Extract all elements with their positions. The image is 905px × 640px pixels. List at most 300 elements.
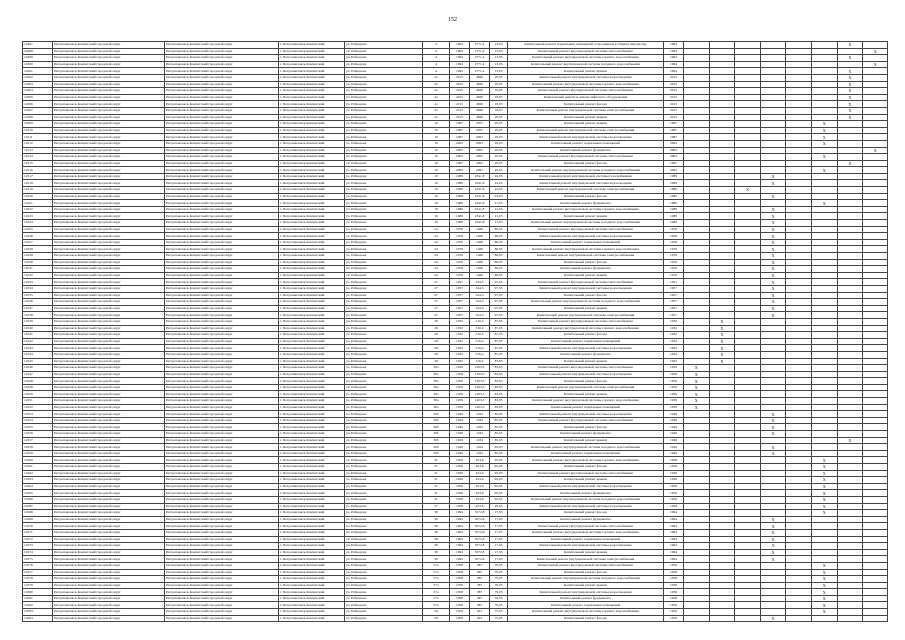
cell-mark-7 bbox=[837, 457, 863, 464]
cell-mark-3 bbox=[735, 121, 761, 128]
cell-mark-6 bbox=[811, 424, 837, 431]
cell-area: 4820 bbox=[470, 74, 490, 81]
cell-mark-5 bbox=[786, 589, 812, 596]
cell-locality: г. Петропавловск-Камчатский bbox=[279, 173, 345, 180]
cell-mark-2 bbox=[709, 180, 735, 187]
cell-area: 387 bbox=[470, 569, 490, 576]
cell-mark-3 bbox=[735, 167, 761, 174]
cell-settlement: Петропавловск-Камчатский городской округ bbox=[165, 496, 279, 503]
cell-municipality: Петропавловск-Камчатский городской округ bbox=[53, 602, 165, 609]
cell-cost: 29,05 bbox=[490, 134, 508, 141]
cell-settlement: Петропавловск-Камчатский городской округ bbox=[165, 167, 279, 174]
cell-municipality: Петропавловск-Камчатский городской округ bbox=[53, 292, 165, 299]
cell-mark-3 bbox=[735, 417, 761, 424]
cell-house: 10 bbox=[423, 121, 450, 128]
cell-mark-5 bbox=[786, 576, 812, 583]
cell-mark-4 bbox=[760, 318, 786, 325]
cell-mark-1 bbox=[684, 74, 710, 81]
cell-locality: г. Петропавловск-Камчатский bbox=[279, 378, 345, 385]
cell-mark-2 bbox=[709, 107, 735, 114]
cell-locality: г. Петропавловск-Камчатский bbox=[279, 220, 345, 227]
cell-house: 24 bbox=[423, 266, 450, 273]
cell-cost: 17,05 bbox=[490, 523, 508, 530]
cell-mark-3 bbox=[735, 543, 761, 550]
cell-house: 19 bbox=[423, 200, 450, 207]
table-row bbox=[23, 312, 888, 319]
cell-mark-4: X bbox=[760, 226, 786, 233]
cell-mark-3 bbox=[735, 516, 761, 523]
table-row bbox=[23, 615, 888, 622]
cell-street: ул. Рабкорова bbox=[345, 305, 423, 312]
cell-year: 1956 bbox=[450, 490, 470, 497]
table-row bbox=[23, 411, 888, 418]
cell-settlement: Петропавловск-Камчатский городской округ bbox=[165, 391, 279, 398]
cell-mark-5 bbox=[786, 48, 812, 55]
cell-settlement: Петропавловск-Камчатский городской округ bbox=[165, 213, 279, 220]
cell-mark-6 bbox=[811, 226, 837, 233]
cell-settlement: Петропавловск-Камчатский городской округ bbox=[165, 114, 279, 121]
cell-mark-2 bbox=[709, 450, 735, 457]
cell-mark-1 bbox=[684, 279, 710, 286]
cell-municipality: Петропавловск-Камчатский городской округ bbox=[53, 48, 165, 55]
cell-year: 2015 bbox=[450, 101, 470, 108]
cell-mark-8 bbox=[863, 154, 888, 161]
cell-mark-5 bbox=[786, 595, 812, 602]
cell-id: 14511 bbox=[23, 134, 53, 141]
cell-mark-3 bbox=[735, 444, 761, 451]
cell-settlement: Петропавловск-Камчатский городской округ bbox=[165, 173, 279, 180]
cell-mark-2 bbox=[709, 134, 735, 141]
cell-id: 14543 bbox=[23, 345, 53, 352]
cell-mark-3 bbox=[735, 536, 761, 543]
cell-id: 14557 bbox=[23, 437, 53, 444]
cell-mark-7 bbox=[837, 602, 863, 609]
cell-street: ул. Рабкорова bbox=[345, 292, 423, 299]
cell-end-year: 1959 bbox=[664, 365, 684, 372]
cell-mark-7 bbox=[837, 444, 863, 451]
cell-municipality: Петропавловск-Камчатский городской округ bbox=[53, 595, 165, 602]
cell-end-year: 1959 bbox=[664, 391, 684, 398]
table-row bbox=[23, 536, 888, 543]
cell-cost: 92,05 bbox=[490, 457, 508, 464]
cell-mark-8 bbox=[863, 246, 888, 253]
cell-mark-4 bbox=[760, 470, 786, 477]
cell-work: Капитальный ремонт крыши bbox=[508, 582, 664, 589]
cell-mark-2 bbox=[709, 589, 735, 596]
cell-mark-1 bbox=[684, 569, 710, 576]
cell-municipality: Петропавловск-Камчатский городской округ bbox=[53, 318, 165, 325]
cell-work: Капитальный ремонт внутридомовой системы горячего водоснабжения bbox=[508, 81, 664, 88]
cell-cost: 24,05 bbox=[490, 173, 508, 180]
cell-street: ул. Рабкорова bbox=[345, 398, 423, 405]
cell-area: 1460 bbox=[470, 266, 490, 273]
cell-year: 1994 bbox=[450, 536, 470, 543]
cell-work: Капитальный ремонт фасада bbox=[508, 569, 664, 576]
cell-mark-6: X bbox=[811, 576, 837, 583]
cell-area: 544,3 bbox=[470, 305, 490, 312]
cell-year: 1989 bbox=[450, 220, 470, 227]
cell-mark-5 bbox=[786, 193, 812, 200]
cell-mark-3 bbox=[735, 154, 761, 161]
cell-settlement: Петропавловск-Камчатский городской округ bbox=[165, 259, 279, 266]
cell-mark-3 bbox=[735, 213, 761, 220]
cell-mark-4: X bbox=[760, 424, 786, 431]
cell-street: ул. Рабкорова bbox=[345, 239, 423, 246]
cell-mark-6 bbox=[811, 365, 837, 372]
cell-mark-3 bbox=[735, 147, 761, 154]
cell-mark-8 bbox=[863, 444, 888, 451]
cell-mark-2: X bbox=[709, 332, 735, 339]
cell-locality: г. Петропавловск-Камчатский bbox=[279, 299, 345, 306]
cell-mark-4 bbox=[760, 351, 786, 358]
cell-area: 387 bbox=[470, 576, 490, 583]
cell-mark-8 bbox=[863, 595, 888, 602]
cell-cost: 18,05 bbox=[490, 88, 508, 95]
cell-cost: 80,05 bbox=[490, 253, 508, 260]
register-sheet bbox=[22, 41, 888, 622]
cell-mark-3 bbox=[735, 318, 761, 325]
cell-mark-1 bbox=[684, 305, 710, 312]
cell-end-year: 2002 bbox=[664, 167, 684, 174]
cell-street: ул. Рабкорова bbox=[345, 589, 423, 596]
cell-municipality: Петропавловск-Камчатский городской округ bbox=[53, 457, 165, 464]
cell-mark-3 bbox=[735, 292, 761, 299]
cell-street: ул. Рабкорова bbox=[345, 404, 423, 411]
cell-locality: г. Петропавловск-Камчатский bbox=[279, 490, 345, 497]
cell-mark-4: X bbox=[760, 206, 786, 213]
cell-mark-6 bbox=[811, 312, 837, 319]
cell-house: 38 bbox=[423, 536, 450, 543]
cell-locality: г. Петропавловск-Камчатский bbox=[279, 516, 345, 523]
cell-id: 14540 bbox=[23, 325, 53, 332]
cell-municipality: Петропавловск-Камчатский городской округ bbox=[53, 220, 165, 227]
cell-id: 14513 bbox=[23, 147, 53, 154]
cell-mark-7 bbox=[837, 450, 863, 457]
cell-settlement: Петропавловск-Камчатский городской округ bbox=[165, 279, 279, 286]
cell-house: 38 bbox=[423, 556, 450, 563]
cell-mark-5 bbox=[786, 338, 812, 345]
cell-mark-5 bbox=[786, 411, 812, 418]
cell-settlement: Петропавловск-Камчатский городской округ bbox=[165, 444, 279, 451]
cell-end-year: 1994 bbox=[664, 536, 684, 543]
table-row bbox=[23, 437, 888, 444]
cell-mark-1 bbox=[684, 180, 710, 187]
cell-municipality: Петропавловск-Камчатский городской округ bbox=[53, 68, 165, 75]
cell-work: Капитальный ремонт фундамента bbox=[508, 147, 664, 154]
cell-cost: 83,05 bbox=[490, 391, 508, 398]
cell-mark-4: X bbox=[760, 239, 786, 246]
cell-end-year: 1959 bbox=[664, 371, 684, 378]
table-row bbox=[23, 503, 888, 510]
table-row bbox=[23, 365, 888, 372]
cell-mark-2 bbox=[709, 239, 735, 246]
cell-settlement: Петропавловск-Камчатский городской округ bbox=[165, 450, 279, 457]
cell-cost: 83,05 bbox=[490, 404, 508, 411]
cell-house: 27 bbox=[423, 285, 450, 292]
cell-mark-8 bbox=[863, 536, 888, 543]
cell-year: 1989 bbox=[450, 213, 470, 220]
cell-mark-5 bbox=[786, 358, 812, 365]
cell-street: ул. Рабкорова bbox=[345, 253, 423, 260]
cell-year: 1949 bbox=[450, 450, 470, 457]
cell-id: 14565 bbox=[23, 490, 53, 497]
cell-mark-7 bbox=[837, 134, 863, 141]
cell-settlement: Петропавловск-Камчатский городской округ bbox=[165, 312, 279, 319]
cell-mark-4 bbox=[760, 81, 786, 88]
cell-mark-5 bbox=[786, 529, 812, 536]
cell-mark-1 bbox=[684, 582, 710, 589]
cell-area: 2771,4 bbox=[470, 48, 490, 55]
cell-mark-3 bbox=[735, 450, 761, 457]
cell-mark-1 bbox=[684, 94, 710, 101]
cell-settlement: Петропавловск-Камчатский городской округ bbox=[165, 516, 279, 523]
cell-mark-6 bbox=[811, 74, 837, 81]
cell-street: ул. Рабкорова bbox=[345, 259, 423, 266]
cell-mark-6: X bbox=[811, 562, 837, 569]
cell-mark-2 bbox=[709, 470, 735, 477]
cell-area: 1203,3 bbox=[470, 384, 490, 391]
table-row bbox=[23, 253, 888, 260]
cell-mark-5 bbox=[786, 114, 812, 121]
cell-mark-2 bbox=[709, 523, 735, 530]
cell-locality: г. Петропавловск-Камчатский bbox=[279, 576, 345, 583]
cell-cost: 29,05 bbox=[490, 503, 508, 510]
table-row bbox=[23, 239, 888, 246]
cell-settlement: Петропавловск-Камчатский городской округ bbox=[165, 470, 279, 477]
cell-house: 2а bbox=[423, 114, 450, 121]
cell-mark-6: X bbox=[811, 167, 837, 174]
cell-work: Капитальный ремонт подвальных помещений bbox=[508, 536, 664, 543]
cell-municipality: Петропавловск-Камчатский городской округ bbox=[53, 562, 165, 569]
table-row bbox=[23, 424, 888, 431]
cell-cost: 79,05 bbox=[490, 562, 508, 569]
cell-locality: г. Петропавловск-Камчатский bbox=[279, 351, 345, 358]
cell-mark-5 bbox=[786, 127, 812, 134]
cell-area: 2341,8 bbox=[470, 180, 490, 187]
cell-id: 14553 bbox=[23, 411, 53, 418]
cell-house: 28 bbox=[423, 358, 450, 365]
cell-year: 1994 bbox=[450, 556, 470, 563]
cell-mark-3 bbox=[735, 338, 761, 345]
cell-mark-5 bbox=[786, 464, 812, 471]
cell-cost: 92,05 bbox=[490, 477, 508, 484]
cell-mark-6: X bbox=[811, 127, 837, 134]
cell-street: ул. Рабкорова bbox=[345, 510, 423, 517]
cell-mark-1: X bbox=[684, 378, 710, 385]
cell-settlement: Петропавловск-Камчатский городской округ bbox=[165, 464, 279, 471]
cell-work: Капитальный ремонт фасада bbox=[508, 193, 664, 200]
cell-cost: 29,05 bbox=[490, 121, 508, 128]
cell-municipality: Петропавловск-Камчатский городской округ bbox=[53, 483, 165, 490]
cell-mark-2 bbox=[709, 121, 735, 128]
cell-work: Капитальный ремонт внутридомовой системы горячего водоснабжения bbox=[508, 55, 664, 62]
cell-mark-4 bbox=[760, 464, 786, 471]
cell-mark-7 bbox=[837, 523, 863, 530]
cell-mark-1 bbox=[684, 529, 710, 536]
cell-mark-4 bbox=[760, 101, 786, 108]
cell-year: 1994 bbox=[450, 549, 470, 556]
cell-settlement: Петропавловск-Камчатский городской округ bbox=[165, 365, 279, 372]
cell-year: 1932 bbox=[450, 351, 470, 358]
cell-id: 14530 bbox=[23, 259, 53, 266]
cell-cost: 85,05 bbox=[490, 417, 508, 424]
cell-municipality: Петропавловск-Камчатский городской округ bbox=[53, 411, 165, 418]
cell-id: 14508 bbox=[23, 114, 53, 121]
cell-mark-6 bbox=[811, 450, 837, 457]
cell-end-year: 1949 bbox=[664, 437, 684, 444]
cell-work: Капитальный ремонт крыши bbox=[508, 213, 664, 220]
cell-area: 516,2 bbox=[470, 338, 490, 345]
cell-mark-3 bbox=[735, 378, 761, 385]
cell-area: 387 bbox=[470, 562, 490, 569]
cell-municipality: Петропавловск-Камчатский городской округ bbox=[53, 358, 165, 365]
cell-mark-6 bbox=[811, 233, 837, 240]
cell-mark-8 bbox=[863, 477, 888, 484]
table-row bbox=[23, 279, 888, 286]
cell-mark-7 bbox=[837, 253, 863, 260]
cell-municipality: Петропавловск-Камчатский городской округ bbox=[53, 259, 165, 266]
cell-house: 10 bbox=[423, 134, 450, 141]
cell-mark-2 bbox=[709, 160, 735, 167]
table-row bbox=[23, 101, 888, 108]
cell-mark-1 bbox=[684, 556, 710, 563]
cell-year: 1958 bbox=[450, 589, 470, 596]
cell-end-year: 1958 bbox=[664, 503, 684, 510]
cell-mark-2 bbox=[709, 272, 735, 279]
cell-locality: г. Петропавловск-Камчатский bbox=[279, 167, 345, 174]
cell-settlement: Петропавловск-Камчатский городской округ bbox=[165, 140, 279, 147]
cell-id: 14561 bbox=[23, 464, 53, 471]
cell-mark-4: X bbox=[760, 615, 786, 622]
table-row bbox=[23, 562, 888, 569]
cell-mark-1 bbox=[684, 55, 710, 62]
cell-cost: 17,05 bbox=[490, 529, 508, 536]
table-row bbox=[23, 457, 888, 464]
cell-year: 1958 bbox=[450, 503, 470, 510]
cell-street: ул. Рабкорова bbox=[345, 450, 423, 457]
cell-mark-3 bbox=[735, 325, 761, 332]
cell-settlement: Петропавловск-Камчатский городской округ bbox=[165, 134, 279, 141]
cell-locality: г. Петропавловск-Камчатский bbox=[279, 279, 345, 286]
cell-mark-5 bbox=[786, 154, 812, 161]
cell-end-year: 1949 bbox=[664, 444, 684, 451]
cell-id: 14545 bbox=[23, 358, 53, 365]
cell-mark-8 bbox=[863, 42, 888, 49]
cell-mark-8 bbox=[863, 107, 888, 114]
cell-mark-7 bbox=[837, 556, 863, 563]
cell-mark-3 bbox=[735, 180, 761, 187]
cell-locality: г. Петропавловск-Камчатский bbox=[279, 510, 345, 517]
cell-mark-1 bbox=[684, 81, 710, 88]
cell-mark-6 bbox=[811, 345, 837, 352]
cell-id: 14529 bbox=[23, 253, 53, 260]
cell-cost: 17,05 bbox=[490, 556, 508, 563]
cell-end-year: 1989 bbox=[664, 206, 684, 213]
cell-mark-6 bbox=[811, 101, 837, 108]
cell-year: 1994 bbox=[450, 68, 470, 75]
cell-mark-8 bbox=[863, 615, 888, 622]
cell-mark-8 bbox=[863, 523, 888, 530]
cell-mark-4 bbox=[760, 94, 786, 101]
cell-locality: г. Петропавловск-Камчатский bbox=[279, 101, 345, 108]
cell-house: 24 bbox=[423, 259, 450, 266]
cell-end-year: 1958 bbox=[664, 595, 684, 602]
cell-area: 4820 bbox=[470, 107, 490, 114]
cell-mark-8 bbox=[863, 569, 888, 576]
cell-mark-5 bbox=[786, 556, 812, 563]
cell-house: 4 bbox=[423, 55, 450, 62]
cell-locality: г. Петропавловск-Камчатский bbox=[279, 338, 345, 345]
cell-locality: г. Петропавловск-Камчатский bbox=[279, 127, 345, 134]
cell-mark-4 bbox=[760, 338, 786, 345]
cell-mark-5 bbox=[786, 259, 812, 266]
cell-end-year: 1989 bbox=[664, 187, 684, 194]
cell-locality: г. Петропавловск-Камчатский bbox=[279, 61, 345, 68]
cell-mark-2: X bbox=[709, 318, 735, 325]
cell-end-year: 2015 bbox=[664, 114, 684, 121]
cell-mark-2 bbox=[709, 305, 735, 312]
cell-house: 38 bbox=[423, 543, 450, 550]
cell-mark-1 bbox=[684, 490, 710, 497]
cell-mark-8 bbox=[863, 206, 888, 213]
cell-mark-3 bbox=[735, 134, 761, 141]
cell-area: 1184 bbox=[470, 411, 490, 418]
cell-locality: г. Петропавловск-Камчатский bbox=[279, 266, 345, 273]
cell-cost: 92,05 bbox=[490, 496, 508, 503]
table-row bbox=[23, 259, 888, 266]
cell-street: ул. Рабкорова bbox=[345, 279, 423, 286]
cell-municipality: Петропавловск-Камчатский городской округ bbox=[53, 503, 165, 510]
cell-end-year: 1994 bbox=[664, 549, 684, 556]
cell-mark-8 bbox=[863, 279, 888, 286]
cell-locality: г. Петропавловск-Камчатский bbox=[279, 457, 345, 464]
cell-end-year: 1976 bbox=[664, 253, 684, 260]
cell-house: 24 bbox=[423, 272, 450, 279]
cell-mark-3 bbox=[735, 398, 761, 405]
cell-mark-8 bbox=[863, 424, 888, 431]
cell-mark-4 bbox=[760, 384, 786, 391]
cell-municipality: Петропавловск-Камчатский городской округ bbox=[53, 431, 165, 438]
cell-year: 1957 bbox=[450, 292, 470, 299]
cell-cost: 80,05 bbox=[490, 226, 508, 233]
cell-municipality: Петропавловск-Камчатский городской округ bbox=[53, 88, 165, 95]
cell-mark-1 bbox=[684, 88, 710, 95]
cell-mark-2 bbox=[709, 74, 735, 81]
cell-mark-1: X bbox=[684, 365, 710, 372]
cell-locality: г. Петропавловск-Камчатский bbox=[279, 121, 345, 128]
cell-mark-2 bbox=[709, 285, 735, 292]
cell-year: 1932 bbox=[450, 338, 470, 345]
cell-house: 28 bbox=[423, 332, 450, 339]
cell-locality: г. Петропавловск-Камчатский bbox=[279, 365, 345, 372]
cell-mark-1 bbox=[684, 576, 710, 583]
cell-mark-4 bbox=[760, 42, 786, 49]
cell-work: Капитальный ремонт крыши bbox=[508, 437, 664, 444]
cell-work: Капитальный ремонт внутридомовой системы водоотведения bbox=[508, 589, 664, 596]
cell-year: 1958 bbox=[450, 562, 470, 569]
cell-mark-2 bbox=[709, 569, 735, 576]
cell-mark-1: X bbox=[684, 391, 710, 398]
cell-work: Капитальный ремонт внутридомовой системы теплоснабжения bbox=[508, 88, 664, 95]
cell-settlement: Петропавловск-Камчатский городской округ bbox=[165, 345, 279, 352]
cell-mark-7: X bbox=[837, 42, 863, 49]
cell-mark-4 bbox=[760, 483, 786, 490]
cell-settlement: Петропавловск-Камчатский городской округ bbox=[165, 523, 279, 530]
cell-street: ул. Рабкорова bbox=[345, 536, 423, 543]
cell-mark-6 bbox=[811, 42, 837, 49]
page-number: 152 bbox=[448, 17, 457, 23]
cell-settlement: Петропавловск-Камчатский городской округ bbox=[165, 160, 279, 167]
